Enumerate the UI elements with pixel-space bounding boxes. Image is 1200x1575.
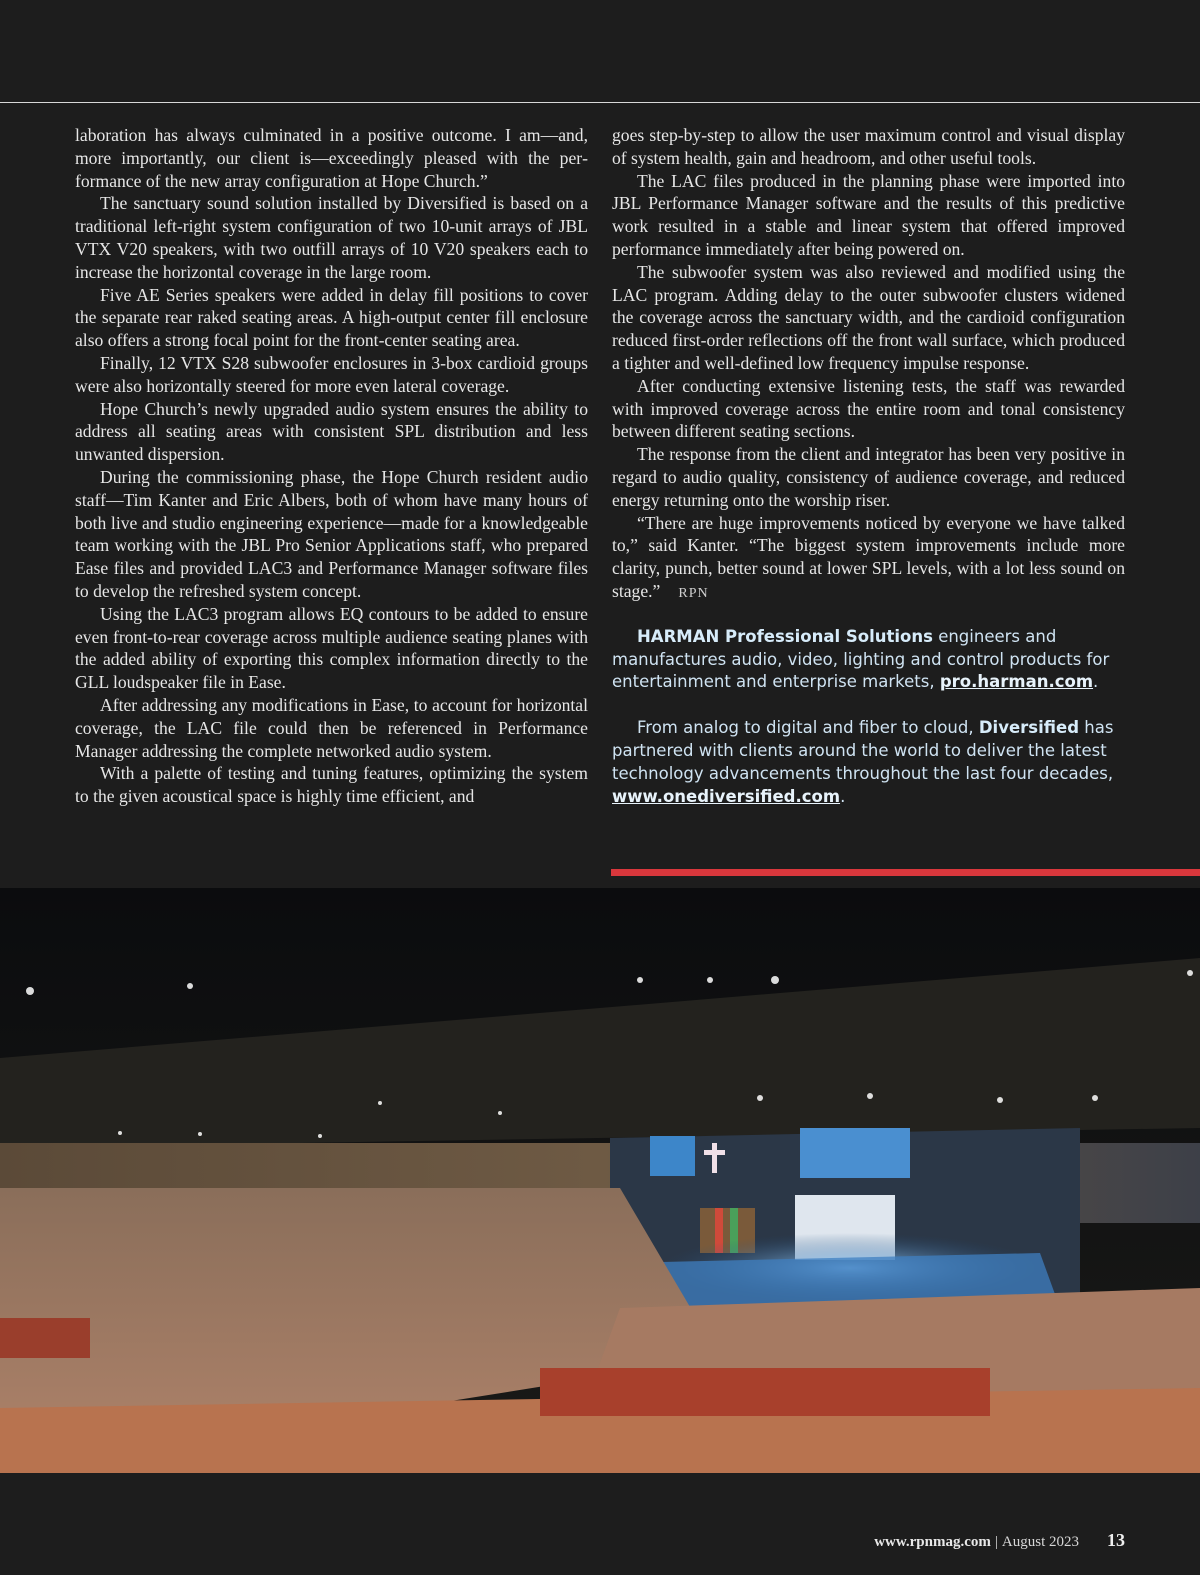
article-paragraph: The sanctuary sound solution installed by Diversified is based on a traditional left-right system configuration of two 10-unit arrays of JBL VTX V20 speakers, with two outfill arrays of 10 V20 speakers each to increase the horizontal coverage in the large room. <box>75 193 588 282</box>
article-paragraph: Finally, 12 VTX S28 subwoofer enclosures in 3-box cardioid groups were also horizontally steered for more even lateral coverage. <box>75 352 588 396</box>
bio-diversified <box>612 717 1125 808</box>
header-rule <box>0 102 1200 103</box>
article-paragraph: After addressing any modifications in Ease, to account for horizontal coverage, the LAC file could then be referenced in Performance Manager addressing the complete networked audio system. <box>75 694 588 761</box>
bio-diversified-end: . <box>840 786 846 806</box>
article-paragraph: Using the LAC3 program allows EQ contours to be added to ensure even front-to-rear coverage across multiple audience seating planes with the added ability of exporting this complex information directly to the GLL loudspeaker file in Ease. <box>75 603 588 693</box>
article-column-left <box>75 124 588 808</box>
final-quote: “There are huge improvements noticed by everyone we have talked to,” said Kanter. “The biggest system improvements include more clarity, punch, better sound at lower SPL levels, with a lot less sound on stage.” <box>612 512 1125 601</box>
article-paragraph: After conducting extensive listening tests, the staff was rewarded with improved coverage across the entire room and tonal consistency between different seating sections. <box>612 375 1125 442</box>
article-paragraph: Five AE Series speakers were added in delay fill positions to cover the separate rear raked seating areas. A high-output center fill enclosure also offers a strong focal point for the front-center seating area. <box>75 284 588 351</box>
article-paragraph: laboration has always culminated in a positive outcome. I am—and, more importantly, our client is—exceedingly pleased with the performance of the new array configuration at Hope Church.” <box>75 125 588 191</box>
bio-harman-text: engineers and manufactures audio, video, lighting and control products for entertainment and enterprise markets, <box>612 626 1110 692</box>
footer-separator: | <box>994 1534 998 1550</box>
footer-issue: August 2023 <box>1001 1534 1079 1550</box>
sanctuary-photo <box>0 888 1200 1473</box>
page-footer <box>874 1530 1125 1551</box>
signoff-mark: RPN <box>678 585 709 601</box>
article-paragraph: With a palette of testing and tuning features, optimizing the system to the given acoustical space is highly time efficient, and <box>75 763 588 807</box>
bio-harman <box>612 626 1125 694</box>
article-paragraph: Hope Church’s newly upgraded audio system ensures the ability to address all seating areas with consistent SPL distribution and less unwanted dispersion. <box>75 398 588 465</box>
bio-diversified-name: Diversified <box>978 718 1080 738</box>
article-paragraph: The LAC files produced in the planning phase were imported into JBL Performance Manager software and the results of this predictive work resulted in a stable and linear system that offered improved performance immediately after being powered on. <box>612 170 1125 259</box>
footer-site: www.rpnmag.com <box>874 1534 991 1550</box>
bio-harman-end: . <box>1093 672 1099 692</box>
bio-diversified-text: has partnered with clients around the world to deliver the latest technology advancements throughout the last four decades, <box>612 718 1114 783</box>
article-paragraph-final <box>612 512 1125 606</box>
harman-link[interactable]: pro.harman.com <box>939 672 1094 692</box>
diversified-link[interactable]: www.onediversified.com <box>612 786 841 806</box>
accent-rule <box>611 869 1200 876</box>
article-paragraph: The subwoofer system was also reviewed and modified using the LAC program. Adding delay to the outer subwoofer clusters widened the coverage across the sanctuary width, and the cardioid configuration reduced first-order reflections off the front wall surface, which produced a tighter and well-defined low frequency impulse response. <box>612 261 1125 373</box>
bio-harman-name: HARMAN Professional Solutions <box>637 626 933 646</box>
article-paragraph: During the commissioning phase, the Hope Church resident audio staff—Tim Kanter and Eric Albers, both of whom have many hours of both live and studio engineering experience—made for a knowledgeable team working with the JBL Pro Senior Applications staff, who prepared Ease files and provided LAC3 and Performance Manager software files to develop the refreshed system concept. <box>75 466 588 601</box>
article-column-right <box>612 124 1125 808</box>
article-paragraph: goes step-by-step to allow the user maximum control and visual display of system health, gain and headroom, and other useful tools. <box>612 125 1125 168</box>
bio-diversified-pre: From analog to digital and fiber to cloud, <box>637 718 979 738</box>
article-paragraph: The response from the client and integrator has been very positive in regard to audio quality, consistency of audience coverage, and reduced energy returning onto the worship riser. <box>612 444 1125 510</box>
page-number: 13 <box>1107 1530 1125 1550</box>
